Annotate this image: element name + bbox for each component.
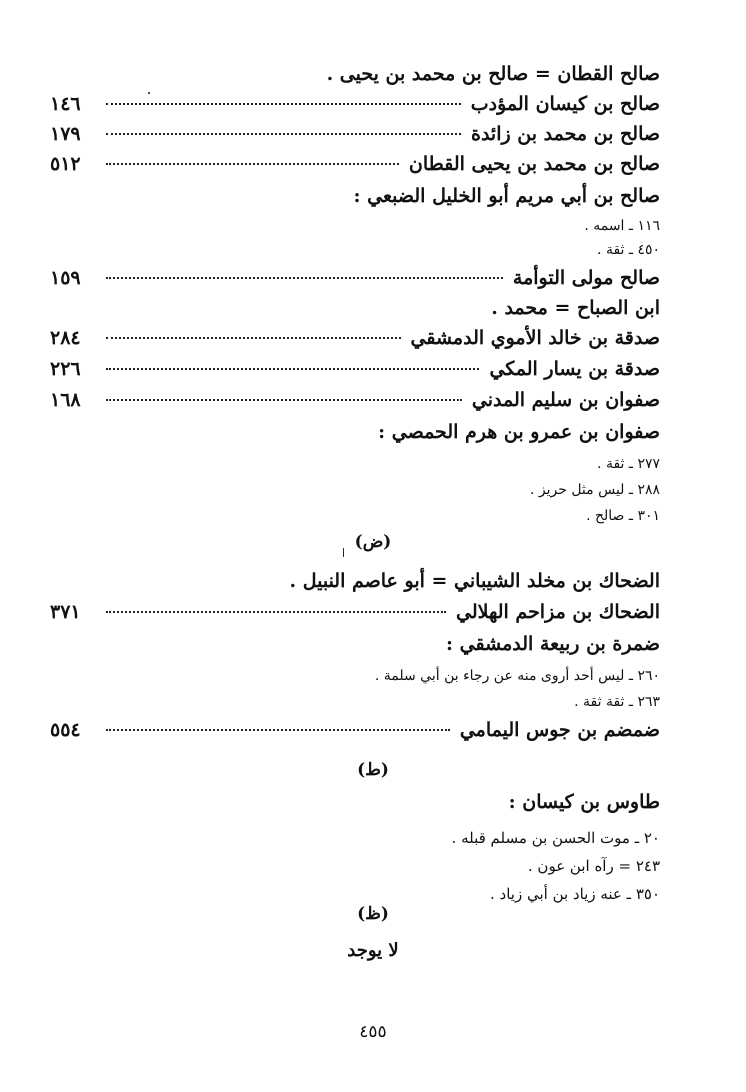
page-ref: ٥١٢ [50, 153, 81, 175]
index-entry [50, 150, 660, 178]
index-entry [50, 324, 660, 352]
entry-name: صدقة بن خالد الأموي الدمشقي [410, 327, 660, 349]
page-number: ٤٥٥ [359, 1022, 387, 1042]
page-ref: ٢٢٦ [50, 358, 81, 380]
entry-name: الضحاك بن مزاحم الهلالي [456, 601, 660, 623]
entry-name: صالح بن كيسان المؤدب [470, 93, 660, 115]
index-entry: ضمرة بن ربيعة الدمشقي : [446, 633, 660, 655]
dot-leader [106, 611, 446, 613]
index-entry: صالح بن أبي مريم أبو الخليل الضبعي : [353, 185, 660, 207]
index-entry: طاوس بن كيسان : [508, 791, 660, 813]
entry-name: صالح مولى التوأمة [512, 267, 660, 289]
dot-leader [106, 729, 450, 731]
page-ref: ١٤٦ [50, 93, 81, 115]
page-ref: ٥٥٤ [50, 719, 81, 741]
entry-note: ٢٨٨ ـ ليس مثل حريز . [529, 482, 660, 498]
entry-name: صدقة بن يسار المكي [489, 358, 660, 380]
dot-leader [106, 103, 461, 105]
index-entry [50, 264, 660, 292]
page-ref: ١٥٩ [50, 267, 81, 289]
index-entry: صالح القطان = صالح بن محمد بن يحيى . [326, 63, 660, 85]
entry-note: ٢٧٧ ـ ثقة . [597, 456, 660, 472]
entry-note: ٣٠١ ـ صالح . [586, 508, 660, 524]
entry-name: صالح بن محمد بن يحيى القطان [408, 153, 660, 175]
page-ref: ٢٨٤ [50, 327, 81, 349]
entry-name: ضمضم بن جوس اليمامي [459, 719, 660, 741]
entry-note: ٢٦٣ ـ ثقة ثقة . [574, 694, 660, 710]
index-entry [50, 355, 660, 383]
entry-note: ٢٦٠ ـ ليس أحد أروى منه عن رجاء بن أبي سلمة . [374, 668, 660, 684]
entry-note: ١١٦ ـ اسمه . [584, 218, 660, 234]
dot-leader [106, 399, 462, 401]
index-entry: صفوان بن عمرو بن هرم الحمصي : [378, 421, 660, 443]
index-entry [50, 120, 660, 148]
page-ref: ٣٧١ [50, 601, 81, 623]
entry-note: ٤٥٠ ـ ثقة . [597, 242, 660, 258]
letter-section-heading: (ض) [354, 532, 392, 552]
page-ref: ١٦٨ [50, 389, 81, 411]
letter-section-heading: (ط) [357, 760, 389, 780]
index-entry: الضحاك بن مخلد الشيباني = أبو عاصم النبيل . [289, 570, 660, 592]
entry-note: ٢٤٣ = رآه ابن عون . [527, 857, 660, 875]
letter-section-heading: (ظ) [357, 904, 389, 924]
page-ref: ١٧٩ [50, 123, 81, 145]
dot-leader [106, 277, 503, 279]
index-entry [50, 716, 660, 744]
none-found-text: لا يوجد [347, 940, 399, 961]
entry-name: صفوان بن سليم المدني [471, 389, 660, 411]
dot-leader [106, 337, 401, 339]
entry-note: ٣٥٠ ـ عنه زياد بن أبي زياد . [489, 885, 660, 903]
index-entry [50, 90, 660, 118]
entry-note: ٢٠ ـ موت الحسن بن مسلم قبله . [451, 829, 660, 847]
index-entry [50, 386, 660, 414]
entry-name: صالح بن محمد بن زائدة [470, 123, 660, 145]
dot-leader [106, 163, 399, 165]
dot-leader [106, 368, 479, 370]
index-entry [50, 598, 660, 626]
dot-leader [106, 133, 461, 135]
index-entry: ابن الصباح = محمد . [491, 297, 660, 319]
